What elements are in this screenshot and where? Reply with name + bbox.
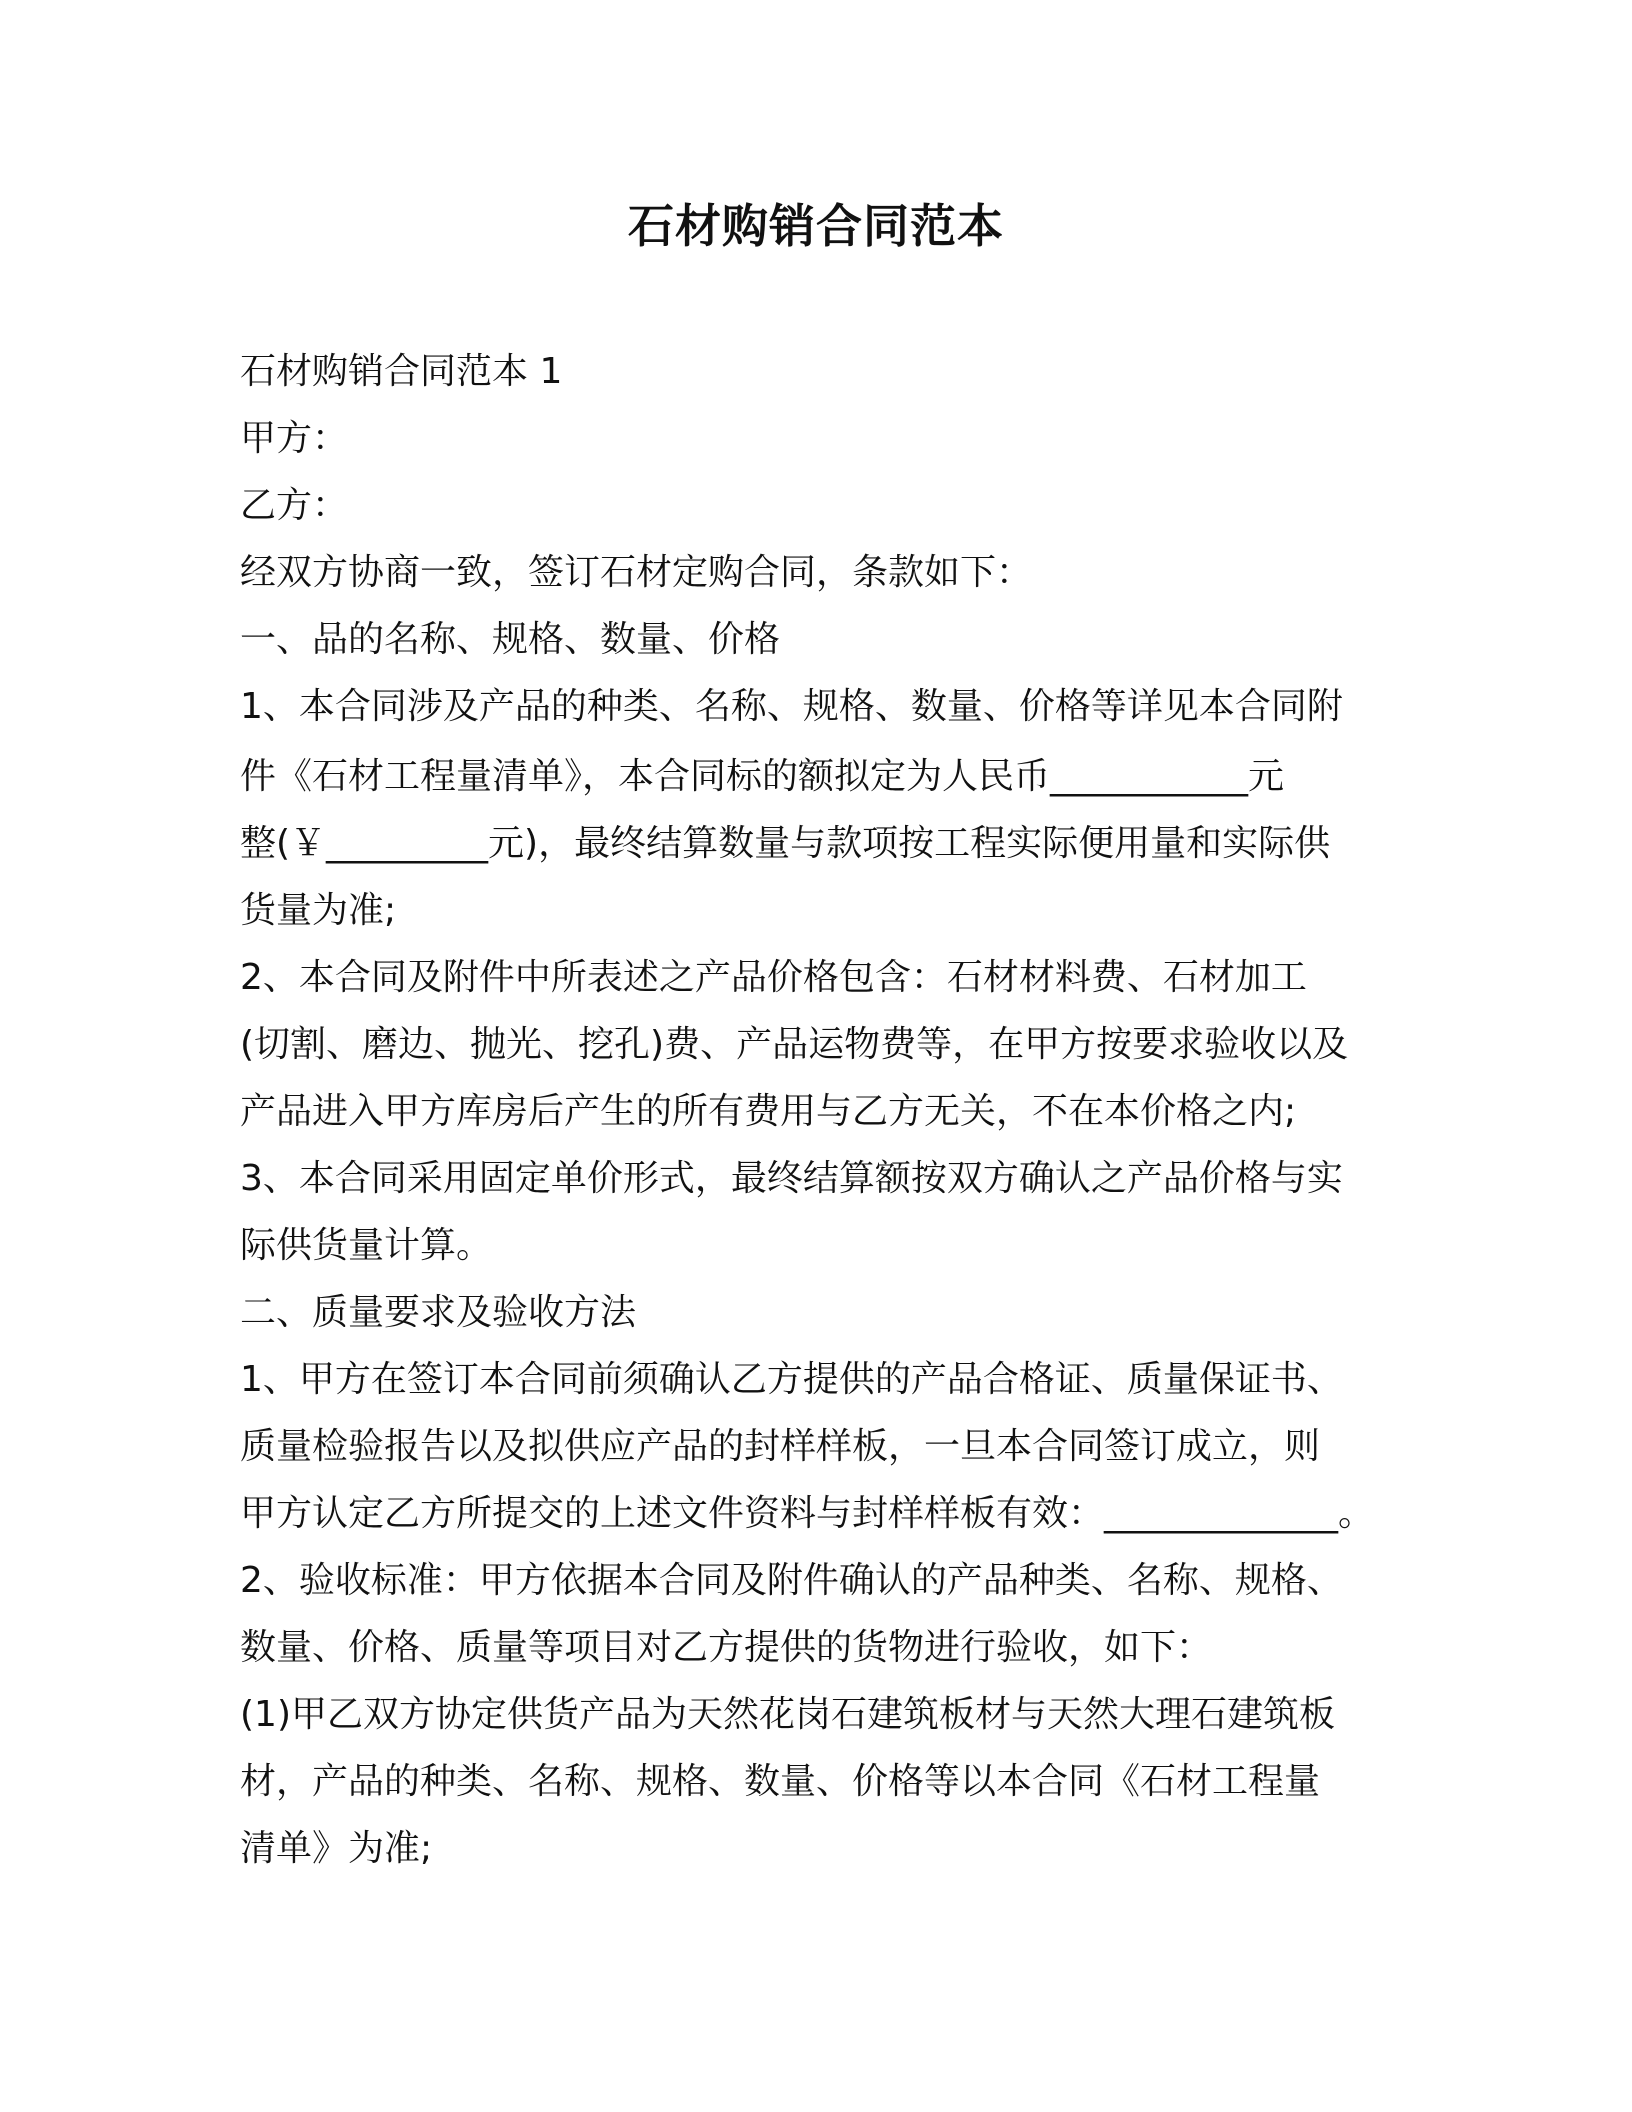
text-line: 2、本合同及附件中所表述之产品价格包含：石材材料费、石材加工 (240, 957, 1307, 998)
text-line: 1、本合同涉及产品的种类、名称、规格、数量、价格等详见本合同附 (240, 686, 1343, 727)
intro-line: 经双方协商一致，签订石材定购合同，条款如下： (240, 552, 1033, 593)
party-b-label: 乙方： (240, 485, 349, 526)
text-line: 2、验收标准：甲方依据本合同及附件确认的产品种类、名称、规格、 (240, 1560, 1343, 1601)
text-line: 3、本合同采用固定单价形式，最终结算额按双方确认之产品价格与实 (240, 1158, 1343, 1199)
document-title: 石材购销合同范本 (628, 199, 1004, 253)
text-line: 清单》为准; (240, 1828, 433, 1869)
text-line: 产品进入甲方库房后产生的所有费用与乙方无关，不在本价格之内; (240, 1091, 1297, 1132)
text-line: 材，产品的种类、名称、规格、数量、价格等以本合同《石材工程量 (240, 1761, 1321, 1802)
text-line: 甲方认定乙方所提交的上述文件资料与封样样板有效：_____________。 (240, 1493, 1375, 1534)
party-a-label: 甲方： (240, 418, 349, 459)
text-line: 整(￥_________元)，最终结算数量与款项按工程实际便用量和实际供 (240, 823, 1331, 864)
text-line: 货量为准; (240, 890, 397, 931)
document-body (240, 338, 1420, 1882)
clause-heading-1: 一、品的名称、规格、数量、价格 (240, 619, 781, 660)
text-line: 际供货量计算。 (240, 1225, 493, 1266)
text-line: 质量检验报告以及拟供应产品的封样样板，一旦本合同签订成立，则 (240, 1426, 1321, 1467)
text-line: 数量、价格、质量等项目对乙方提供的货物进行验收，如下： (240, 1627, 1213, 1668)
section-heading: 石材购销合同范本 1 (240, 351, 563, 392)
text-line: 件《石材工程量清单》，本合同标的额拟定为人民币___________元 (240, 756, 1285, 797)
text-line: (切割、磨边、抛光、挖孔)费、产品运物费等，在甲方按要求验收以及 (240, 1024, 1349, 1065)
text-line: 1、甲方在签订本合同前须确认乙方提供的产品合格证、质量保证书、 (240, 1359, 1343, 1400)
clause-heading-2: 二、质量要求及验收方法 (240, 1292, 637, 1333)
text-line: (1)甲乙双方协定供货产品为天然花岗石建筑板材与天然大理石建筑板 (240, 1694, 1335, 1735)
